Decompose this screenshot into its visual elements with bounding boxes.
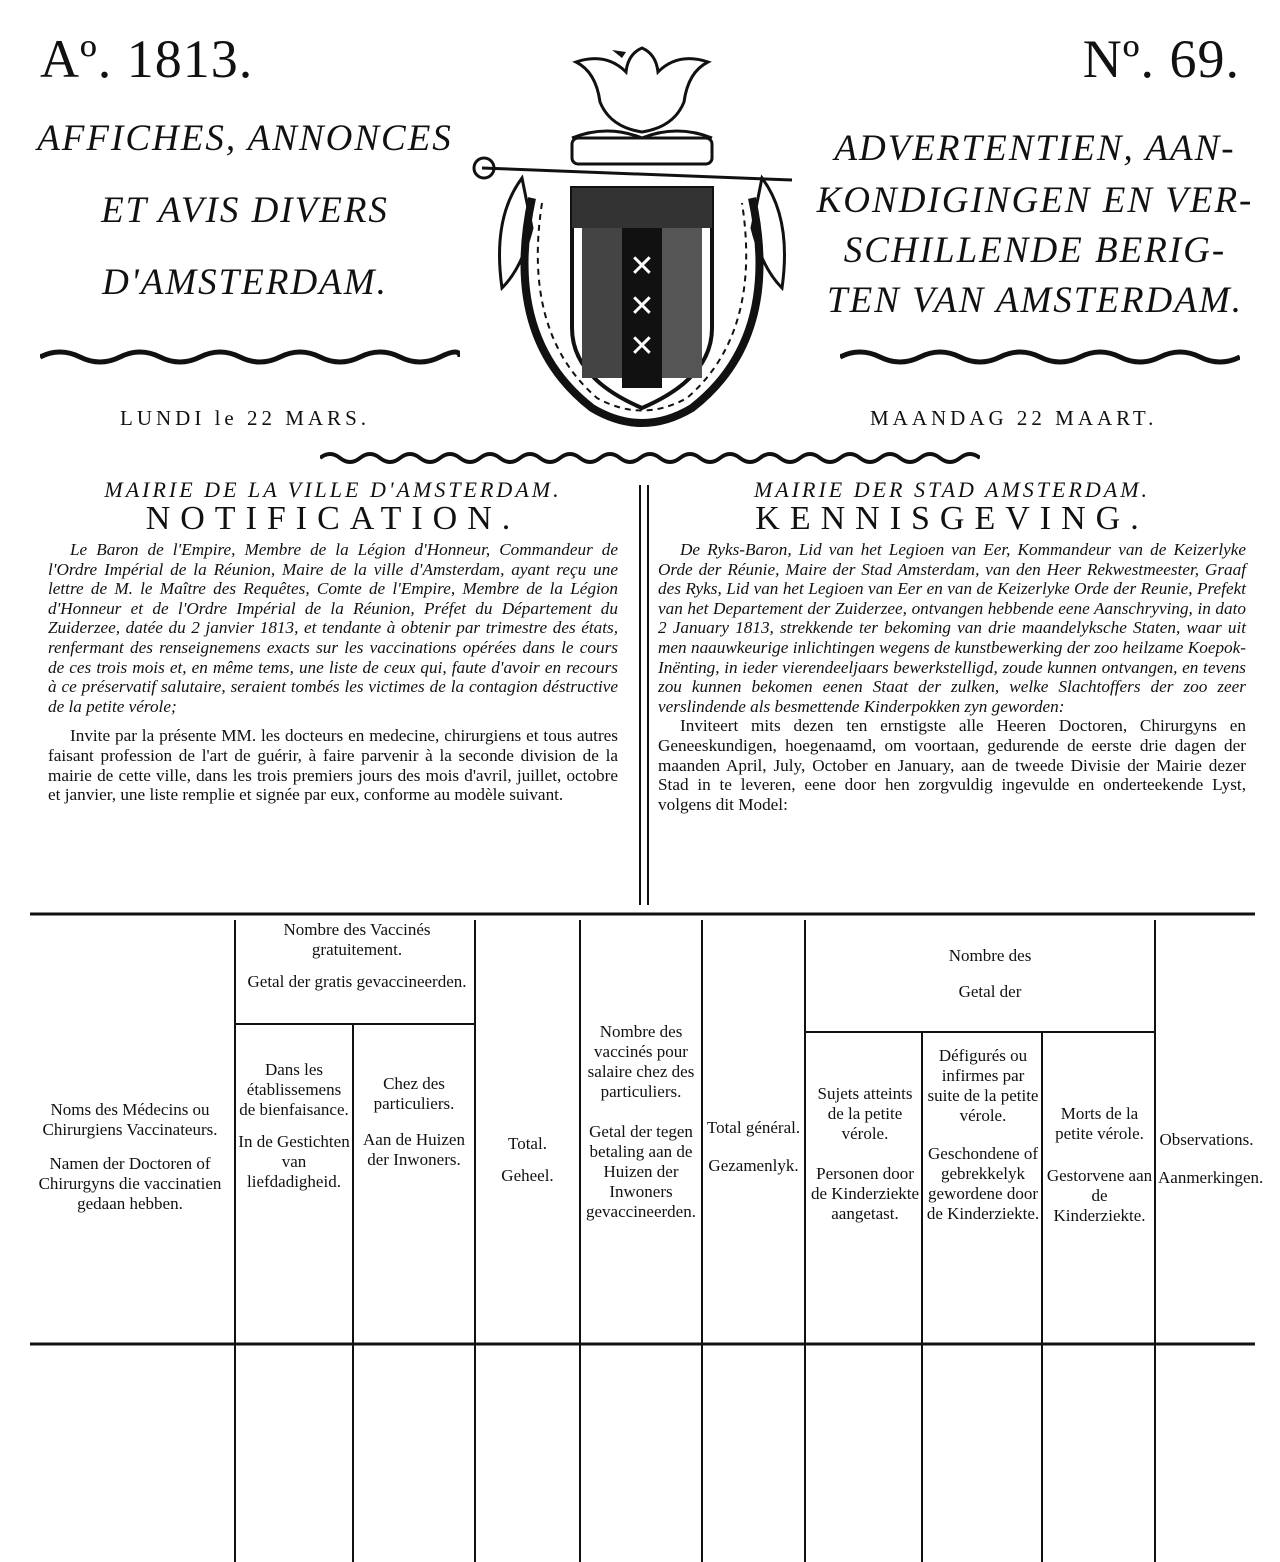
col-infected-nl: Personen door de Kinderziekte aangetast.: [810, 1164, 920, 1223]
notice-nl-title: KENNISGEVING.: [755, 500, 1149, 537]
col-total-fr: Total.: [508, 1134, 547, 1153]
col-establishments-nl: In de Gestichten van liefdadigheid.: [238, 1132, 350, 1191]
col-establishments-fr: Dans les établissemens de bienfaisance.: [239, 1060, 349, 1119]
col-total: [477, 1134, 578, 1186]
title-fr-line-3: D'AMSTERDAM.: [102, 262, 388, 303]
title-nl-line-3: SCHILLENDE BERIG-: [843, 230, 1227, 271]
year: Aº. 1813.: [40, 29, 254, 89]
col-deaths: [1046, 1104, 1153, 1226]
col-paid-vaccinations-nl: Getal der tegen betaling aan de Huizen der Inwoners gevaccineerden.: [586, 1122, 696, 1221]
svg-text:✕: ✕: [629, 289, 655, 324]
table-grid: [30, 912, 1264, 1562]
title-nl-line-4: TEN VAN AMSTERDAM.: [827, 280, 1243, 321]
vaccination-form-model: [30, 912, 1264, 1562]
col-victims-group-fr: Nombre des: [948, 946, 1032, 965]
notice-fr-heading: MAIRIE DE LA VILLE D'AMSTERDAM.: [104, 477, 562, 502]
col-grand-total: [704, 1118, 803, 1176]
date-nl: MAANDAG 22 MAART.: [870, 406, 1158, 430]
notice-nl: [658, 478, 1246, 814]
col-establishments: [237, 1060, 351, 1192]
notice-fr-paragraph-2: Invite par la présente MM. les docteurs en medecine, chirurgiens et tous autres faisant profession de l'art de guérir, à faire parvenir à la seconde division de la mairie de cette ville, dans les trois premiers jours des mois d'avril, juillet, octobre et janvier, une liste remplie et signée par eux, conforme au modèle suivant.: [48, 726, 618, 805]
wavy-rule-left: [40, 345, 460, 369]
col-deaths-nl: Gestorvene aan de Kinderziekte.: [1046, 1166, 1153, 1225]
date-fr: LUNDI le 22 MARS.: [120, 406, 370, 430]
col-gratis-group: [242, 920, 472, 992]
notice-nl-paragraph-2: Inviteert mits dezen ten ernstigste alle Heeren Doctoren, Chirurgyns en Geneeskundigen, hoegenaamd, om voortaan, gedurende de eerste drie dagen der maanden April, July, October en January, aan de tweede Divisie der Mairie dezer Stad in te leveren, eene door hen zorgvuldig ingevulde en onderteekende Lyst, volgens dit Model:: [658, 716, 1246, 814]
col-paid-vaccinations: [582, 1022, 700, 1222]
col-victims-group-nl: Getal der: [958, 982, 1022, 1001]
notice-fr: [48, 478, 618, 805]
wavy-rule-right: [840, 345, 1240, 369]
col-gratis-group-nl: Getal der gratis gevaccineerden.: [247, 972, 467, 991]
column-divider: [639, 485, 649, 905]
col-infected-fr: Sujets atteints de la petite vérole.: [817, 1084, 913, 1143]
title-nl-line-1: ADVERTENTIEN, AAN-: [834, 128, 1236, 169]
col-observations-nl: Aanmerkingen.: [1158, 1168, 1264, 1187]
title-fr-line-1: AFFICHES, ANNONCES: [37, 118, 453, 159]
notice-nl-heading: MAIRIE DER STAD AMSTERDAM.: [753, 477, 1151, 502]
notice-fr-title: NOTIFICATION.: [145, 500, 521, 537]
col-deaths-fr: Morts de la petite vérole.: [1055, 1104, 1144, 1143]
col-paid-vaccinations-fr: Nombre des vaccinés pour salaire chez des particuliers.: [587, 1022, 695, 1101]
col-grand-total-nl: Gezamenlyk.: [708, 1156, 799, 1175]
col-observations: [1158, 1130, 1264, 1188]
col-disfigured-fr: Défigurés ou infirmes par suite de la petite vérole.: [927, 1046, 1039, 1125]
amsterdam-coat-of-arms-icon: [462, 28, 822, 448]
col-gratis-group-fr: Nombre des Vaccinés gratuitement.: [283, 920, 431, 959]
col-private-homes: [355, 1074, 473, 1170]
notice-nl-paragraph-1: De Ryks-Baron, Lid van het Legioen van Eer, Kommandeur van de Keizerlyke Orde der Réunie, Maire der Stad Amsterdam, van den Heer Rekwestmeester, Graaf des Ryks, Lid van het Legioen van Eer en van de Keizerlyke Orde der Reunie, Prefekt van het Departement der Zuiderzee, ontvangen hebbende eene Aanschryving, in dato 2 January 1813, strekkende ter bekoming van drie maandelyksche Staten, waar uit men naauwkeurige inlichtingen wegens de kunstbewerking der zoo heilzame Koepok-Inënting, in ieder vierendeeljaars bewerkstelligd, zoude kunnen ontvangen, en tevens zou kunnen bekomen eenen Staat der zulken, welke Slachtoffers der zoo zeer verslindende als besmettende Kinderpokken zyn geworden:: [658, 540, 1246, 716]
svg-text:✕: ✕: [629, 249, 655, 284]
notice-fr-paragraph-1: Le Baron de l'Empire, Membre de la Légion d'Honneur, Commandeur de l'Ordre Impérial de la Réunion, Maire de la ville d'Amsterdam, ayant reçu une lettre de M. le Maître des Requêtes, Comte de l'Empire, Membre de la Légion d'Honneur et de l'Ordre Impérial de la Réunion, Préfet du Département du Zuiderzee, datée du 2 janvier 1813, et tendante à obtenir par trimestre des états, renfermant des renseignemens exacts sur les vaccinations opérées dans le cours de ces trois mois et, en même tems, une liste de ceux qui, faute d'avoir en recours à ce préservatif salutaire, seraient tombés les victimes de la contagion déstructive de la petite vérole;: [48, 540, 618, 716]
col-physician-names-fr: Noms des Médecins ou Chirurgiens Vaccinateurs.: [42, 1100, 218, 1139]
col-grand-total-fr: Total général.: [706, 1118, 801, 1137]
col-infected: [810, 1084, 920, 1224]
col-observations-fr: Observations.: [1159, 1130, 1254, 1149]
col-victims-group: [910, 946, 1070, 1002]
col-private-homes-fr: Chez des particuliers.: [373, 1074, 455, 1113]
title-nl-line-2: KONDIGINGEN EN VER-: [816, 180, 1254, 221]
issue-number: Nº. 69.: [1082, 29, 1240, 89]
col-private-homes-nl: Aan de Huizen der Inwoners.: [363, 1130, 465, 1169]
ornamental-rule: [320, 450, 980, 466]
svg-text:✕: ✕: [629, 329, 655, 364]
col-disfigured: [926, 1046, 1040, 1224]
title-fr-line-2: ET AVIS DIVERS: [101, 190, 389, 231]
col-disfigured-nl: Geschondene of gebrekkelyk gewordene door de Kinderziekte.: [926, 1144, 1040, 1223]
col-total-nl: Geheel.: [501, 1166, 554, 1185]
col-physician-names-nl: Namen der Doctoren of Chirurgyns die vaccinatien gedaan hebben.: [38, 1154, 222, 1213]
col-physician-names: [30, 1100, 230, 1214]
